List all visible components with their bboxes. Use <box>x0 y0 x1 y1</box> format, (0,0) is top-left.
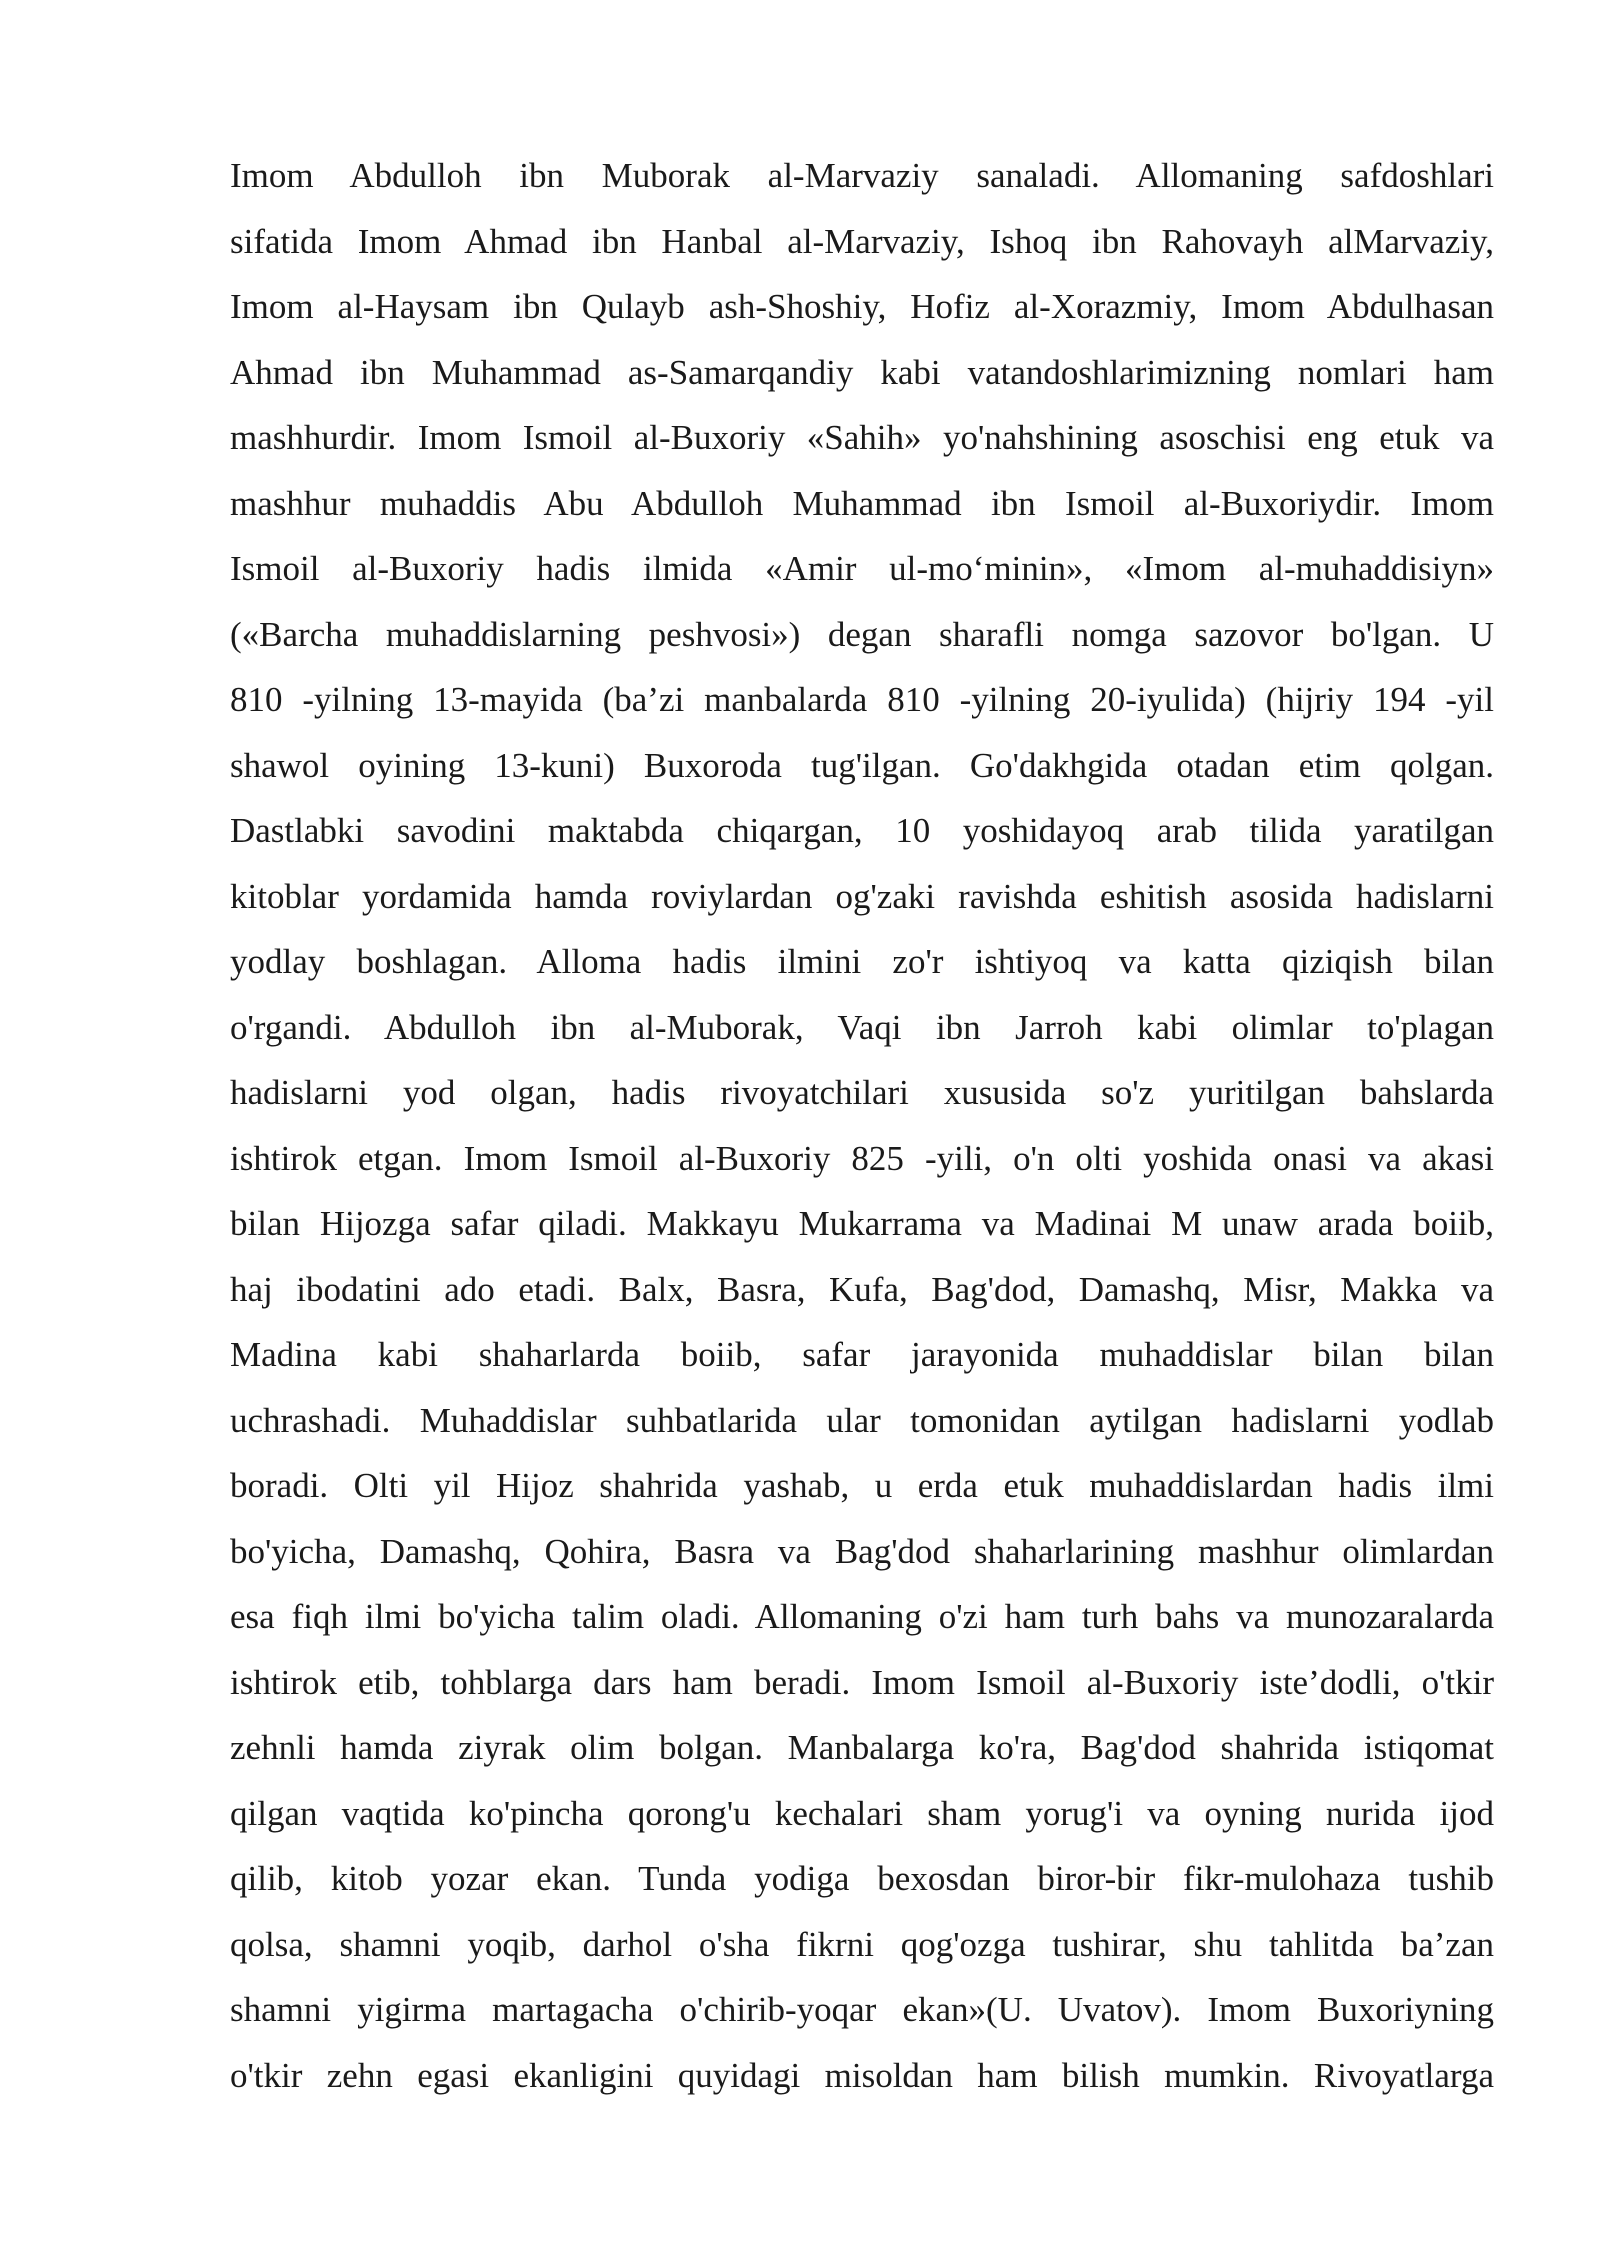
text-line: uchrashadi. Muhaddislar suhbatlarida ular tomonidan aytilgan hadislarni yodlab <box>230 1400 1494 1440</box>
text-line: haj ibodatini ado etadi. Balx, Basra, Kufa, Bag'dod, Damashq, Misr, Makka va <box>230 1269 1494 1309</box>
text-line: («Barcha muhaddislarning peshvosi») degan sharafli nomga sazovor bo'lgan. U <box>230 614 1494 654</box>
text-line: qolsa, shamni yoqib, darhol o'sha fikrni qog'ozga tushirar, shu tahlitda ba’zan <box>230 1924 1494 1964</box>
text-line: Dastlabki savodini maktabda chiqargan, 10 yoshidayoq arab tilida yaratilgan <box>230 811 1494 850</box>
text-line: Imom al-Haysam ibn Qulayb ash-Shoshiy, Hofiz al-Xorazmiy, Imom Abdulhasan <box>230 287 1494 326</box>
text-line: qilib, kitob yozar ekan. Tunda yodiga bexosdan biror-bir fikr-mulohaza tushib <box>230 1859 1494 1898</box>
text-line: ishtirok etib, tohblarga dars ham beradi. Imom Ismoil al-Buxoriy iste’dodli, o'tkir <box>230 1662 1494 1702</box>
text-line: bilan Hijozga safar qiladi. Makkayu Mukarrama va Madinai M unaw arada boiib, <box>230 1204 1494 1243</box>
text-line: zehnli hamda ziyrak olim bolgan. Manbalarga ko'ra, Bag'dod shahrida istiqomat <box>230 1728 1494 1767</box>
text-line: Imom Abdulloh ibn Muborak al-Marvaziy sanaladi. Allomaning safdoshlari <box>230 156 1494 195</box>
text-line: Madina kabi shaharlarda boiib, safar jarayonida muhaddislar bilan bilan <box>230 1335 1494 1374</box>
text-line: boradi. Olti yil Hijoz shahrida yashab, u erda etuk muhaddislardan hadis ilmi <box>230 1466 1494 1505</box>
text-line: qilgan vaqtida ko'pincha qorong'u kechalari sham yorug'i va oyning nurida ijod <box>230 1793 1494 1833</box>
text-line: mashhurdir. Imom Ismoil al-Buxoriy «Sahih» yo'nahshining asoschisi eng etuk va <box>230 418 1494 457</box>
text-line: bo'yicha, Damashq, Qohira, Basra va Bag'dod shaharlarining mashhur olimlardan <box>230 1531 1494 1571</box>
text-line: o'tkir zehn egasi ekanligini quyidagi misoldan ham bilish mumkin. Rivoyatlarga <box>230 2055 1494 2095</box>
text-line: shawol oyining 13-kuni) Buxoroda tug'ilgan. Go'dakhgida otadan etim qolgan. <box>230 745 1494 785</box>
text-line: shamni yigirma martagacha o'chirib-yoqar ekan»(U. Uvatov). Imom Buxoriyning <box>230 1990 1494 2029</box>
text-line: Ahmad ibn Muhammad as-Samarqandiy kabi vatandoshlarimizning nomlari ham <box>230 352 1494 392</box>
text-line: sifatida Imom Ahmad ibn Hanbal al-Marvaziy, Ishoq ibn Rahovayh alMarvaziy, <box>230 221 1494 261</box>
text-line: esa fiqh ilmi bo'yicha talim oladi. Allomaning o'zi ham turh bahs va munozaralarda <box>230 1597 1494 1636</box>
text-line: mashhur muhaddis Abu Abdulloh Muhammad ibn Ismoil al-Buxoriydir. Imom <box>230 483 1494 523</box>
body-text <box>230 143 1494 2108</box>
text-line: 810 -yilning 13-mayida (ba’zi manbalarda 810 -yilning 20-iyulida) (hijriy 194 -yil <box>230 680 1494 719</box>
text-line: yodlay boshlagan. Alloma hadis ilmini zo'r ishtiyoq va katta qiziqish bilan <box>230 942 1494 981</box>
text-line: ishtirok etgan. Imom Ismoil al-Buxoriy 825 -yili, o'n olti yoshida onasi va akasi <box>230 1138 1494 1178</box>
text-line: o'rgandi. Abdulloh ibn al-Muborak, Vaqi ibn Jarroh kabi olimlar to'plagan <box>230 1007 1494 1047</box>
text-line: hadislarni yod olgan, hadis rivoyatchilari xususida so'z yuritilgan bahslarda <box>230 1073 1494 1112</box>
text-line: kitoblar yordamida hamda roviylardan og'zaki ravishda eshitish asosida hadislarni <box>230 876 1494 916</box>
text-line: Ismoil al-Buxoriy hadis ilmida «Amir ul-mo‘minin», «Imom al-muhaddisiyn» <box>230 549 1494 588</box>
